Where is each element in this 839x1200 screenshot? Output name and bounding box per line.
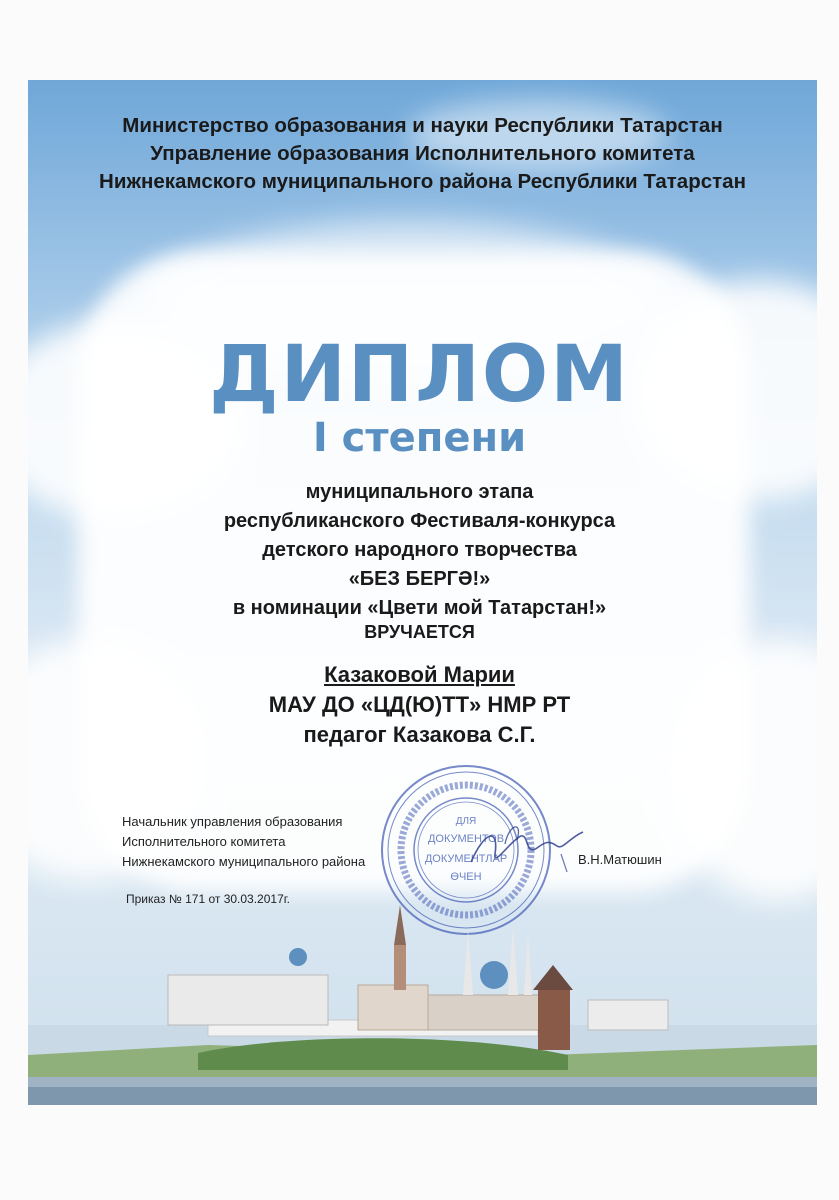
stamp-line-3: ДОКУМЕНТЛАР — [424, 853, 508, 865]
signature-icon — [465, 810, 595, 880]
header-line-2: Управление образования Исполнительного комитета — [150, 142, 695, 165]
issuer-header — [28, 112, 817, 196]
recipient-block — [0, 660, 839, 750]
description-line-1: муниципального этапа — [305, 481, 534, 503]
stamp-line-1: ДЛЯ — [455, 816, 477, 827]
description-line-5: в номинации «Цвети мой Татарстан!» — [232, 597, 607, 619]
signer-name: В.Н.Матюшин — [578, 852, 662, 867]
header-line-1: Министерство образования и науки Республики Татарстан — [122, 114, 723, 137]
diploma-degree: I степени — [312, 415, 527, 461]
awarded-label: ВРУЧАЕТСЯ — [364, 622, 475, 642]
description-line-2: республиканского Фестиваля-конкурса — [223, 510, 616, 532]
signer-line-1: Начальник управления образования — [122, 814, 343, 829]
kazan-kremlin-skyline — [28, 905, 817, 1105]
diploma-title: ДИПЛОМ — [209, 330, 630, 420]
description-line-4: «БЕЗ БЕРГӘ!» — [348, 568, 491, 590]
stamp-line-2: ДОКУМЕНТОВ — [427, 833, 505, 845]
recipient-organization: МАУ ДО «ЦД(Ю)ТТ» НМР РТ — [268, 692, 571, 717]
signer-line-3: Нижнекамского муниципального района — [122, 854, 366, 869]
signer-line-2: Исполнительного комитета — [122, 834, 286, 849]
header-line-3: Нижнекамского муниципального района Республики Татарстан — [99, 170, 746, 193]
stamp-line-4: ӨЧЕН — [450, 871, 482, 883]
recipient-name: Казаковой Марии — [324, 662, 515, 687]
order-reference: Приказ № 171 от 30.03.2017г. — [126, 892, 290, 906]
description-line-3: детского народного творчества — [262, 539, 577, 561]
contest-description — [0, 478, 839, 623]
recipient-teacher: педагог Казакова С.Г. — [303, 722, 536, 747]
signer-block — [122, 812, 365, 872]
